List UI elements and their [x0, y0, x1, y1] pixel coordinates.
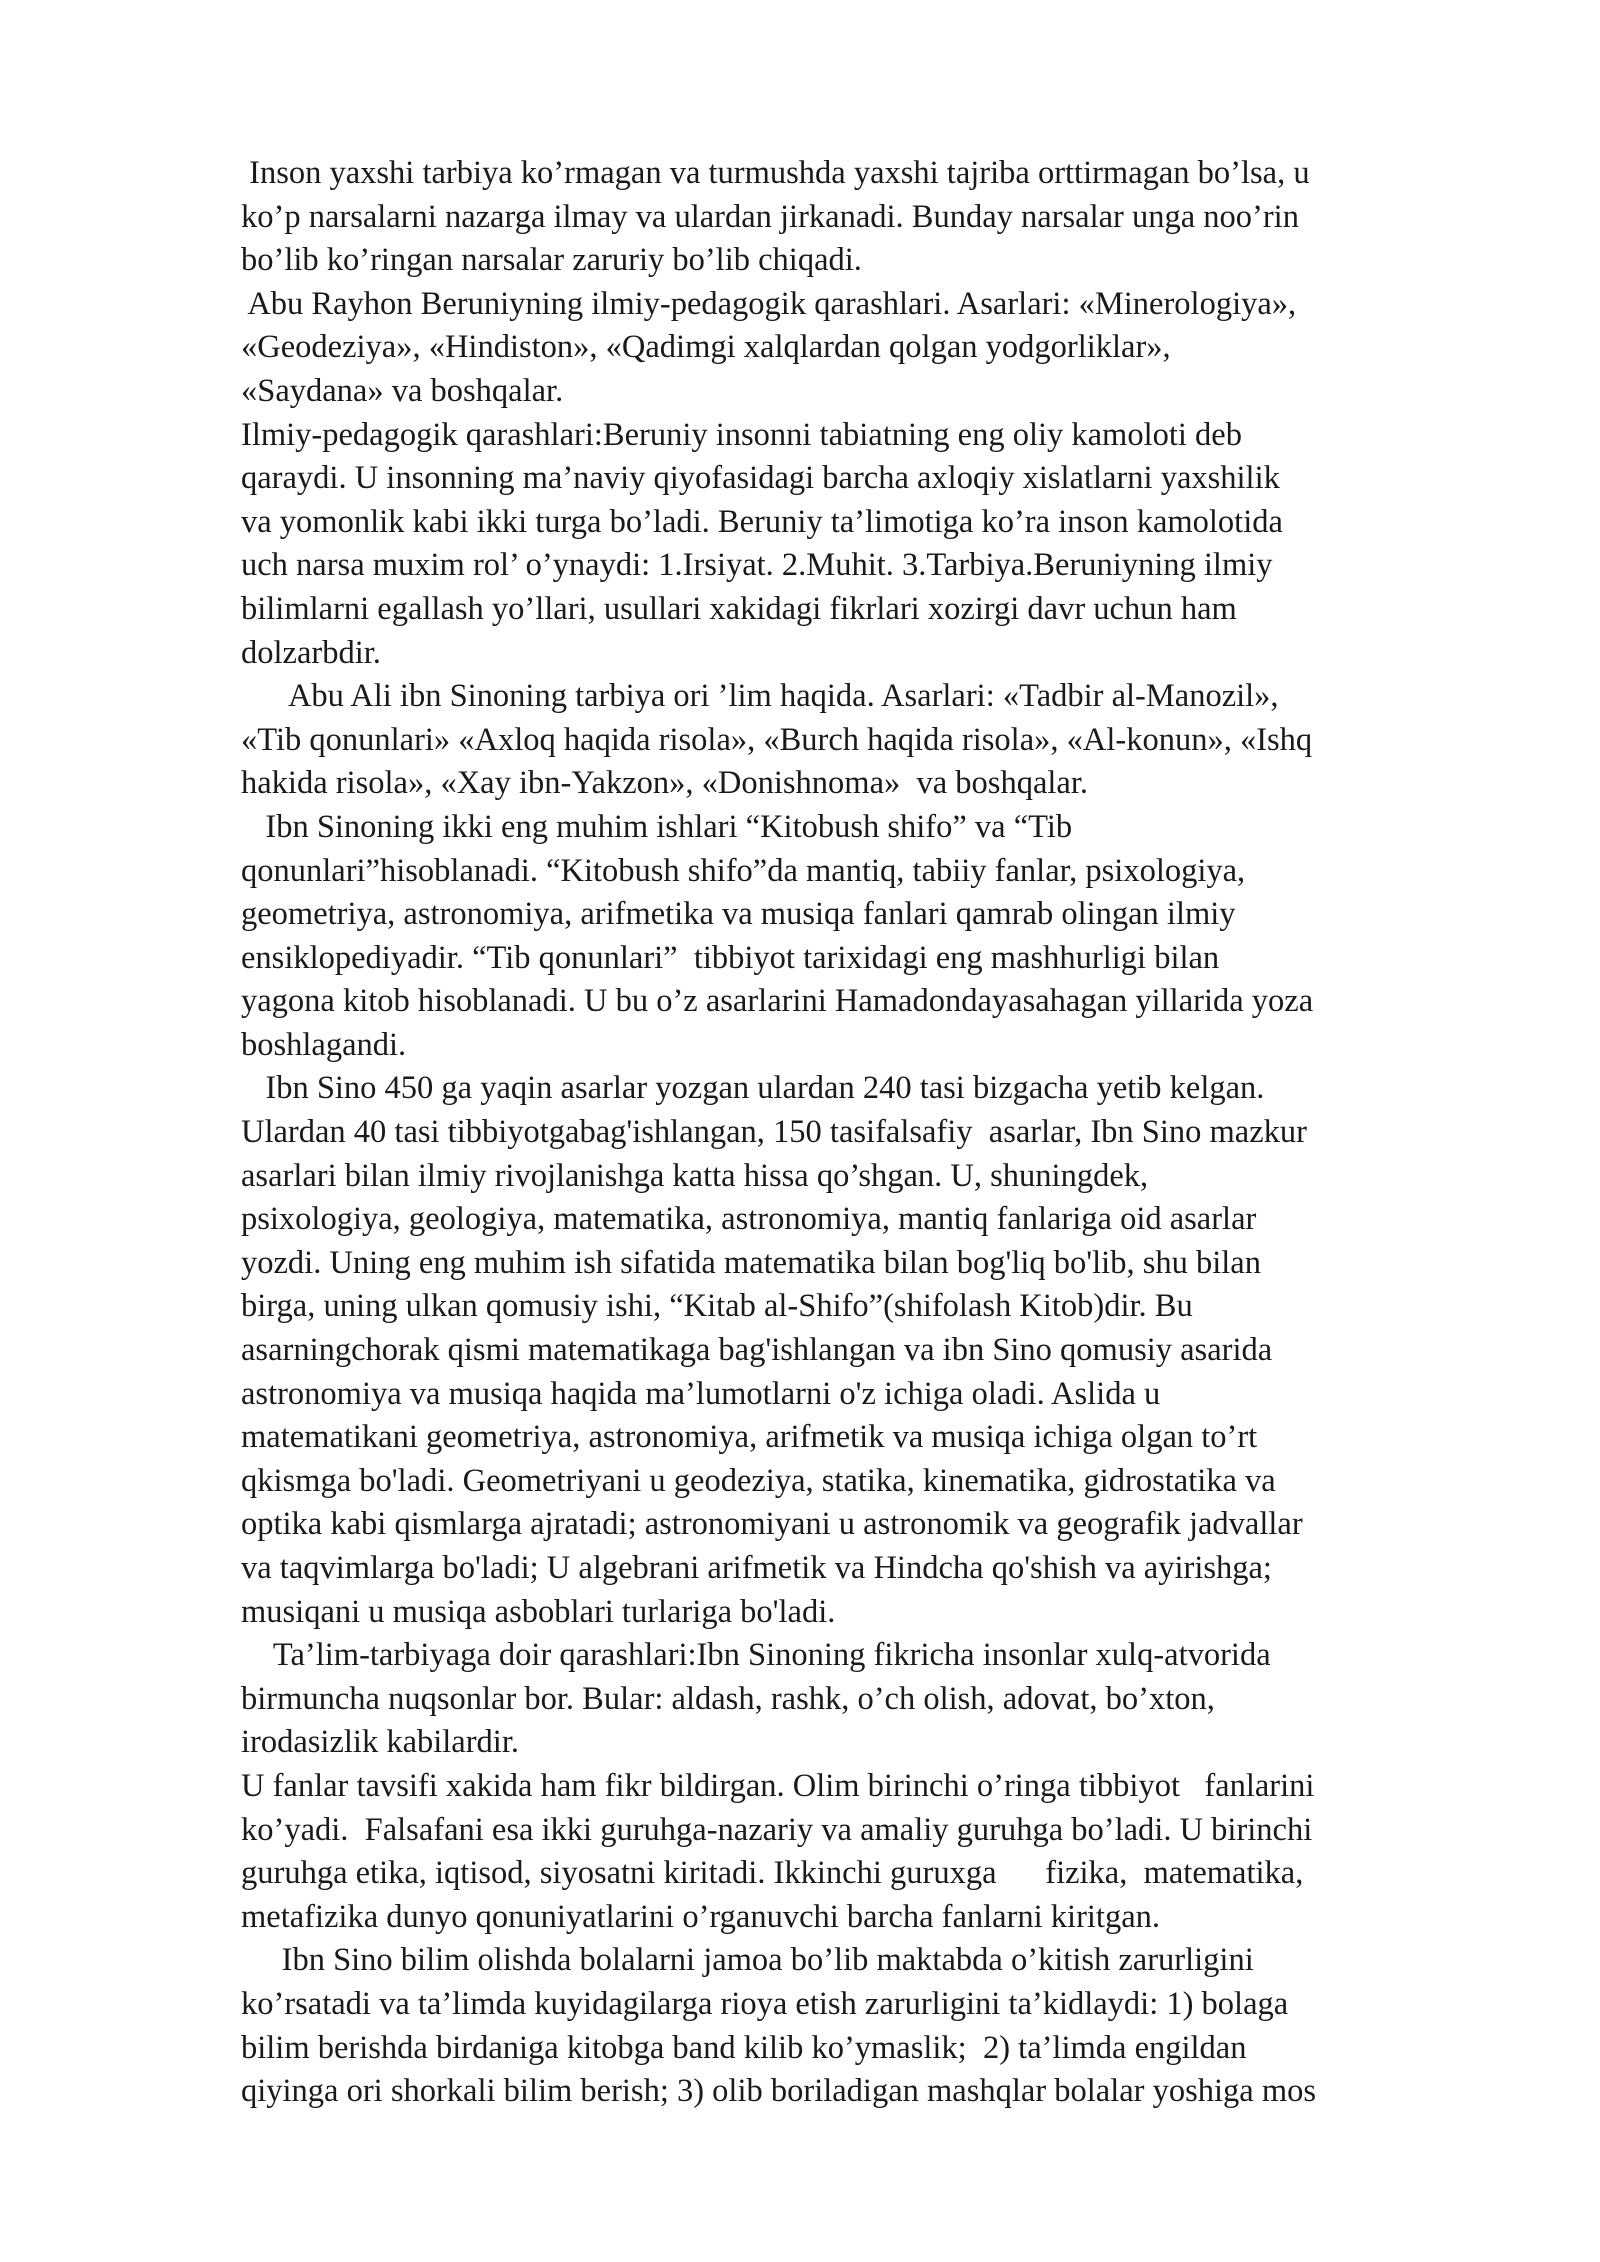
text-line: bilimlarni egallash yo’llari, usullari xakidagi fikrlari xozirgi davr uchun ham: [241, 590, 1237, 627]
text-line: Abu Ali ibn Sinoning tarbiya ori ’lim haqida. Asarlari: «Tadbir al-Manozil»,: [241, 678, 1279, 715]
text-line: Ibn Sinoning ikki eng muhim ishlari “Kitobush shifo” va “Tib: [241, 808, 1073, 845]
text-line: guruhga etika, iqtisod, siyosatni kiritadi. Ikkinchi guruxga fizika, matematika,: [241, 1855, 1304, 1892]
text-line: «Geodeziya», «Hindiston», «Qadimgi xalqlardan qolgan yodgorliklar»,: [241, 329, 1171, 366]
text-line: birmuncha nuqsonlar bor. Bular: aldash, rashk, o’ch olish, adovat, bo’xton,: [241, 1680, 1215, 1717]
text-line: musiqani u musiqa asboblari turlariga bo'ladi.: [241, 1593, 836, 1630]
text-line: Ibn Sino bilim olishda bolalarni jamoa bo’lib maktabda o’kitish zarurligini: [241, 1942, 1254, 1979]
text-line: boshlagandi.: [241, 1026, 407, 1063]
text-line: Ilmiy-pedagogik qarashlari:Beruniy insonni tabiatning eng oliy kamoloti deb: [241, 416, 1242, 453]
text-line: astronomiya va musiqa haqida ma’lumotlarni o'z ichiga oladi. Aslida u: [241, 1375, 1161, 1412]
text-line: uch narsa muxim rol’ o’ynaydi: 1.Irsiyat. 2.Muhit. 3.Tarbiya.Beruniyning ilmiy: [241, 547, 1273, 584]
text-line: irodasizlik kabilardir.: [241, 1724, 519, 1761]
text-line: dolzarbdir.: [241, 634, 381, 671]
text-line: geometriya, astronomiya, arifmetika va musiqa fanlari qamrab olingan ilmiy: [241, 896, 1236, 933]
text-line: qkismga bo'ladi. Geometriyani u geodeziya, statika, kinematika, gidrostatika va: [241, 1462, 1276, 1499]
text-line: U fanlar tavsifi xakida ham fikr bildirgan. Olim birinchi o’ringa tibbiyot fanlarini: [241, 1767, 1315, 1804]
text-line: Ulardan 40 tasi tibbiyotgabag'ishlangan, 150 tasifalsafiy asarlar, Ibn Sino mazkur: [241, 1114, 1307, 1151]
text-line: Ibn Sino 450 ga yaqin asarlar yozgan ulardan 240 tasi bizgacha yetib kelgan.: [241, 1070, 1265, 1107]
text-line: yozdi. Uning eng muhim ish sifatida matematika bilan bog'liq bo'lib, shu bilan: [241, 1244, 1261, 1281]
text-line: «Saydana» va boshqalar.: [241, 372, 564, 409]
text-line: bo’lib ko’ringan narsalar zaruriy bo’lib chiqadi.: [241, 242, 862, 279]
text-line: qiyinga ori shorkali bilim berish; 3) olib boriladigan mashqlar bolalar yoshiga mos: [241, 2073, 1317, 2110]
text-line: Ta’lim-tarbiyaga doir qarashlari:Ibn Sinoning fikricha insonlar xulq-atvorida: [241, 1637, 1271, 1674]
text-line: birga, uning ulkan qomusiy ishi, “Kitab al-Shifo”(shifolash Kitob)dir. Bu: [241, 1288, 1193, 1325]
text-line: «Tib qonunlari» «Axloq haqida risola», «Burch haqida risola», «Al-konun», «Ishq: [241, 721, 1313, 758]
text-line: psixologiya, geologiya, matematika, astronomiya, mantiq fanlariga oid asarlar: [241, 1201, 1257, 1238]
text-line: bilim berishda birdaniga kitobga band kilib ko’ymaslik; 2) ta’limda engildan: [241, 2029, 1247, 2066]
text-line: qonunlari”hisoblanadi. “Kitobush shifo”da mantiq, tabiiy fanlar, psixologiya,: [241, 852, 1246, 889]
text-line: matematikani geometriya, astronomiya, arifmetik va musiqa ichiga olgan to’rt: [241, 1419, 1258, 1456]
text-line: qaraydi. U insonning ma’naviy qiyofasidagi barcha axloqiy xislatlarni yaxshilik: [241, 460, 1280, 497]
text-line: va taqvimlarga bo'ladi; U algebrani arifmetik va Hindcha qo'shish va ayirishga;: [241, 1550, 1272, 1586]
text-line: ko’rsatadi va ta’limda kuyidagilarga rioya etish zarurligini ta’kidlaydi: 1) bolaga: [241, 1985, 1289, 2022]
text-line: optika kabi qismlarga ajratadi; astronomiyani u astronomik va geografik jadvallar: [241, 1506, 1303, 1543]
text-line: ko’yadi. Falsafani esa ikki guruhga-nazariy va amaliy guruhga bo’ladi. U birinchi: [241, 1811, 1313, 1848]
text-line: yagona kitob hisoblanadi. U bu o’z asarlarini Hamadondayasahagan yillarida yoza: [241, 983, 1314, 1020]
text-line: metafizika dunyo qonuniyatlarini o’rganuvchi barcha fanlarni kiritgan.: [241, 1898, 1161, 1935]
text-line: ensiklopediyadir. “Tib qonunlari” tibbiyot tarixidagi eng mashhurligi bilan: [241, 939, 1220, 976]
text-line: ko’p narsalarni nazarga ilmay va ulardan jirkanadi. Bunday narsalar unga noo’rin: [241, 198, 1299, 235]
text-line: va yomonlik kabi ikki turga bo’ladi. Beruniy ta’limotiga ko’ra inson kamolotida: [241, 503, 1283, 540]
text-line: asarlari bilan ilmiy rivojlanishga katta hissa qo’shgan. U, shuningdek,: [241, 1157, 1149, 1194]
text-line: Abu Rayhon Beruniyning ilmiy-pedagogik qarashlari. Asarlari: «Minerologiya»,: [241, 285, 1297, 322]
text-line: hakida risola», «Xay ibn-Yakzon», «Donishnoma» va boshqalar.: [241, 765, 1088, 802]
text-line: Inson yaxshi tarbiya ko’rmagan va turmushda yaxshi tajriba orttirmagan bo’lsa, u: [241, 155, 1310, 191]
body-text: [241, 152, 1491, 2114]
text-line: asarningchorak qismi matematikaga bag'ishlangan va ibn Sino qomusiy asarida: [241, 1332, 1273, 1369]
